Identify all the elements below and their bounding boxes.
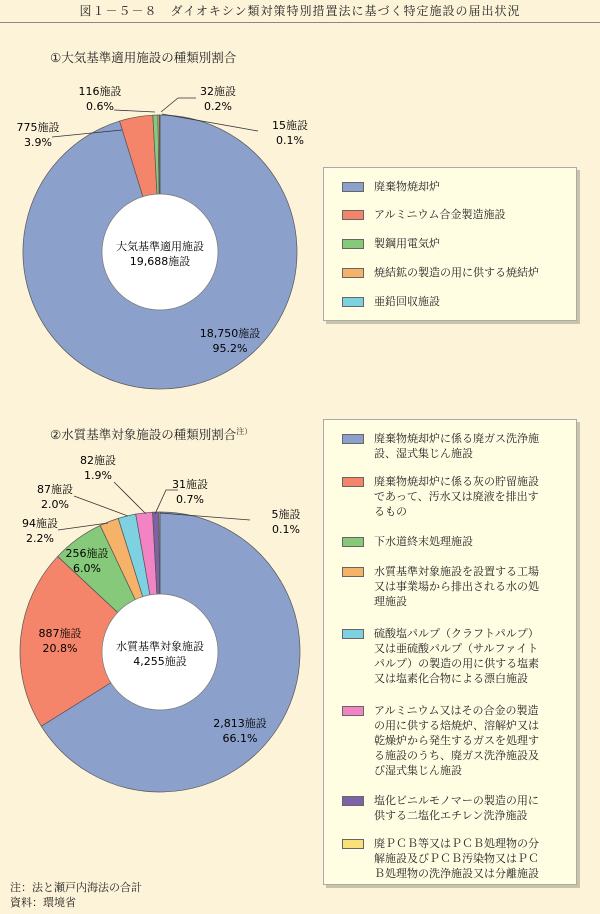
pie2-percent-label: 66.1% (222, 732, 258, 745)
legend2-label: 廃棄物焼却炉に係る廃ガス洗浄施 設、湿式集じん施設 (374, 432, 539, 460)
pie1-leader-line-4 (161, 98, 196, 112)
figure-title: 図１－５－８ ダイオキシン類対策特別措置法に基づく特定施設の届出状況 (79, 4, 521, 18)
pie2-percent-label: 0.1% (272, 523, 300, 536)
pie1-leader-line-3 (114, 110, 155, 112)
legend2-swatch (342, 706, 364, 716)
pie1-value-label: 15施設 (272, 119, 308, 132)
pie-chart-1 (17, 85, 309, 389)
legend1-label: 焼結鉱の製造の用に供する焼結炉 (374, 266, 539, 279)
legend2-label: 廃棄物焼却炉に係る灰の貯留施設 であって、汚水又は廃液を排出す るもの (374, 475, 539, 518)
legend2-label: アルミニウム又はその合金の製造 の用に供する焙焼炉、溶解炉又は 乾燥炉から発生するガスを処理す る施設のうち、廃ガス洗浄施設及 び湿式集じん施設 (374, 704, 539, 777)
legend2-label: 下水道終末処理施設 (374, 535, 473, 548)
chart2-title-note: 注） (236, 426, 253, 436)
legend-1 (323, 167, 577, 321)
pie1-value-label: 775施設 (16, 121, 60, 134)
pie2-value-label: 887施設 (38, 627, 82, 640)
legend1-swatch (342, 268, 364, 278)
pie1-value-label: 18,750施設 (199, 327, 261, 340)
pie-chart-2 (20, 454, 300, 792)
legend2-label: 水質基準対象施設を設置する工場 又は事業場から排出される水の処 理施設 (374, 565, 539, 608)
legend2-swatch (342, 434, 364, 444)
pie2-value-label: 31施設 (172, 478, 208, 491)
chart2-title-text: ②水質基準対象施設の種類別割合 (50, 427, 237, 442)
pie2-percent-label: 1.9% (84, 469, 112, 482)
pie2-leader-line-5 (74, 496, 128, 516)
legend2-swatch (342, 567, 364, 577)
pie2-center-label: 水質基準対象施設 (116, 640, 204, 653)
legend1-label: 亜鉛回収施設 (374, 295, 440, 308)
pie2-percent-label: 20.8% (42, 642, 78, 655)
pie2-value-label: 82施設 (80, 454, 116, 467)
legend1-label: 製鋼用電気炉 (374, 237, 440, 250)
pie2-leader-line-7 (155, 490, 178, 514)
pie2-value-label: 94施設 (22, 517, 58, 530)
pie1-percent-label: 0.2% (204, 100, 232, 113)
pie1-center-label: 19,688施設 (129, 255, 191, 268)
legend2-label: 塩化ビニルモノマーの製造の用に 供する二塩化エチレン洗浄施設 (374, 794, 539, 822)
pie1-percent-label: 0.1% (276, 134, 304, 147)
legend1-label: アルミニウム合金製造施設 (374, 208, 506, 221)
pie1-percent-label: 0.6% (86, 100, 114, 113)
pie2-percent-label: 0.7% (176, 493, 204, 506)
pie2-value-label: 5施設 (271, 508, 301, 521)
legend1-swatch (342, 297, 364, 307)
legend2-swatch (342, 796, 364, 806)
legend2-label: 廃ＰＣＢ等又はＰＣＢ処理物の分 解施設及びＰＣＢ汚染物又はＰＣ Ｂ処理物の洗浄施設又は分離施設 (374, 837, 539, 880)
pie2-percent-label: 2.0% (41, 498, 69, 511)
pie2-value-label: 2,813施設 (213, 717, 267, 730)
chart1-title: ①大気基準適用施設の種類別割合 (50, 50, 237, 65)
legend2-label: 硫酸塩パルプ（クラフトパルプ） 又は亜硫酸パルプ（サルファイト パルプ）の製造の用に供する塩素 又は塩素化合物による漂白施設 (374, 627, 540, 685)
pie1-center-label: 大気基準適用施設 (116, 240, 204, 253)
pie2-center-label: 4,255施設 (133, 655, 187, 668)
legend1-swatch (342, 182, 364, 192)
pie2-leader-line-6 (114, 482, 146, 514)
legend1-label: 廃棄物焼却炉 (374, 180, 440, 193)
legend-2 (323, 419, 577, 885)
pie1-percent-label: 3.9% (24, 136, 52, 149)
footnote-note: 注：法と瀬戸内海法の合計 (10, 881, 142, 894)
legend1-swatch (342, 210, 364, 220)
pie2-value-label: 87施設 (37, 483, 73, 496)
pie1-percent-label: 95.2% (212, 342, 248, 355)
legend1-swatch (342, 239, 364, 249)
legend2-swatch (342, 629, 364, 639)
pie1-value-label: 32施設 (200, 85, 236, 98)
pie2-percent-label: 6.0% (73, 562, 101, 575)
legend2-swatch (342, 839, 364, 849)
pie2-value-label: 256施設 (65, 547, 109, 560)
pie1-value-label: 116施設 (78, 85, 122, 98)
footnote-source: 資料：環境省 (10, 896, 76, 909)
legend2-swatch (342, 537, 364, 547)
legend2-swatch (342, 477, 364, 487)
pie2-percent-label: 2.2% (26, 532, 54, 545)
